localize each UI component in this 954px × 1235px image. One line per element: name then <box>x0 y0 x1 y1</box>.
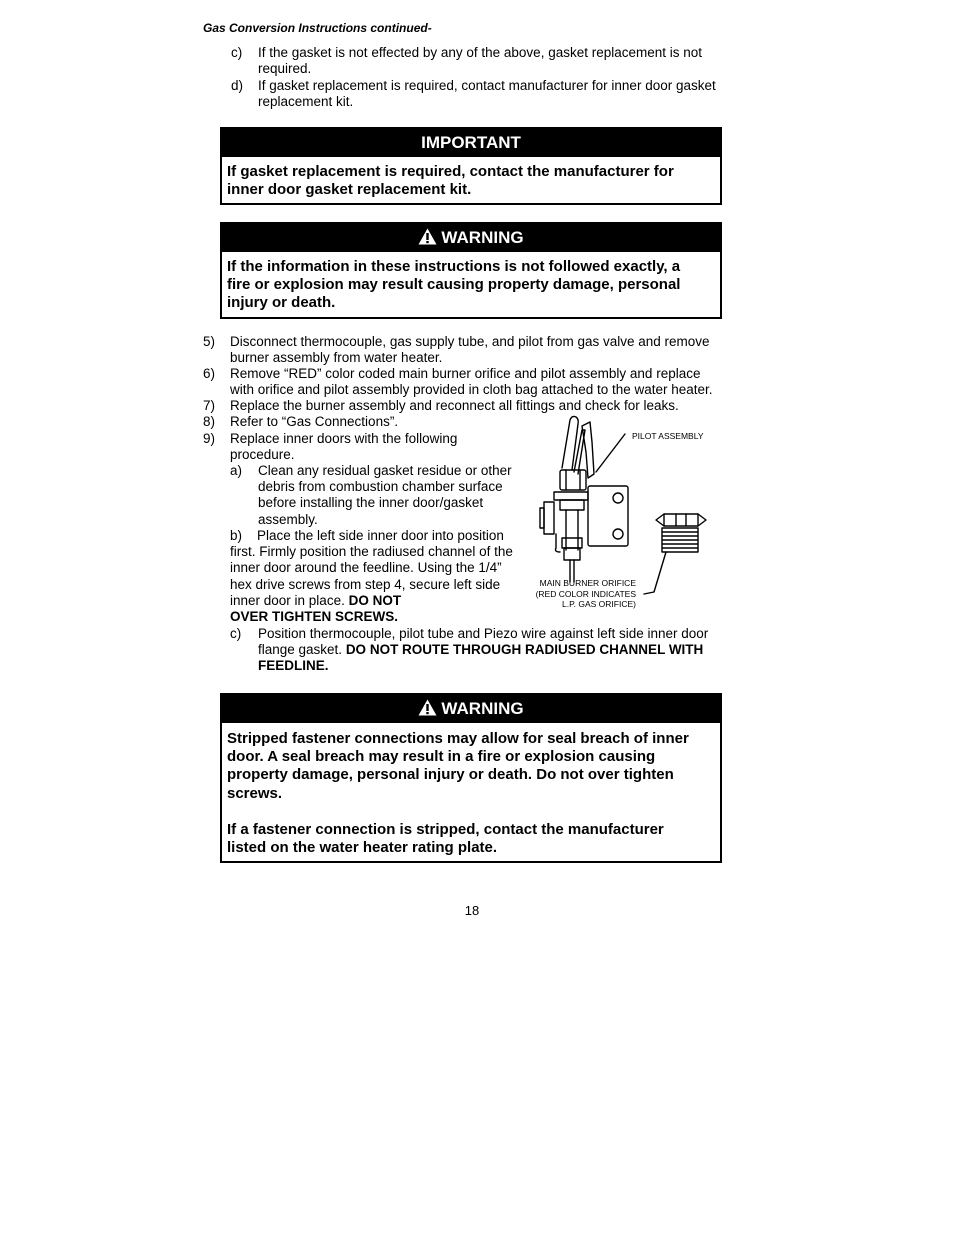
step-text-line: Replace the burner assembly and reconnect all fittings and check for leaks. <box>230 398 679 413</box>
warning-triangle-icon <box>418 228 437 245</box>
warning-line: screws. <box>227 784 283 802</box>
step-label: 8) <box>203 414 216 429</box>
step-6 <box>203 366 763 400</box>
warning-box-1-header <box>222 224 720 252</box>
step-text-line: burner assembly from water heater. <box>230 350 443 366</box>
step-text-line: first. Firmly position the radiused channel of the <box>230 544 513 560</box>
list-text-line: required. <box>258 61 312 77</box>
list-item-c <box>231 45 751 79</box>
step-9a <box>230 463 530 529</box>
pilot-assembly-label: PILOT ASSEMBLY <box>632 431 704 441</box>
warning-line: Stripped fastener connections may allow for seal breach of inner <box>227 730 689 747</box>
step-text-line <box>230 593 540 609</box>
orifice-label-line: MAIN BURNER ORIFICE <box>539 578 636 588</box>
warning-line: property damage, personal injury or death. Do not over tighten <box>227 766 674 784</box>
warning-line: door. A seal breach may result in a fire or explosion causing <box>227 748 656 766</box>
orifice-label-line: L.P. GAS ORIFICE) <box>561 599 636 609</box>
step-emphasis: OVER TIGHTEN SCREWS. <box>230 609 399 625</box>
warning-line: If a fastener connection is stripped, contact the manufacturer <box>227 820 664 838</box>
step-label: c) <box>230 626 242 641</box>
step-5 <box>203 334 763 368</box>
step-text: inner door in place. <box>230 592 349 608</box>
list-text-line: If gasket replacement is required, contact manufacturer for inner door gasket <box>258 78 716 93</box>
step-text-line: procedure. <box>230 447 295 463</box>
paragraph-spacer <box>227 803 714 821</box>
step-text: flange gasket. <box>258 642 346 658</box>
step-9c <box>230 626 750 676</box>
warning-line: listed on the water heater rating plate. <box>227 839 498 857</box>
warning-box-1-body <box>222 252 720 317</box>
step-label: 6) <box>203 366 216 381</box>
step-label: 5) <box>203 334 216 349</box>
list-text-line: replacement kit. <box>258 94 354 110</box>
list-label: d) <box>231 78 244 93</box>
step-text-line: Remove “RED” color coded main burner orifice and pilot assembly and replace <box>230 366 701 381</box>
step-text-line: Disconnect thermocouple, gas supply tube, and pilot from gas valve and remove <box>230 334 710 349</box>
step-label: a) <box>230 463 243 478</box>
step-emphasis: DO NOT <box>348 592 402 608</box>
step-text-line <box>258 642 708 658</box>
step-text-line: Position thermocouple, pilot tube and Piezo wire against left side inner door <box>258 626 709 641</box>
warning-box-1 <box>220 222 722 319</box>
step-9 <box>203 431 503 465</box>
step-text-line: b) Place the left side inner door into position <box>230 528 504 543</box>
step-text-line: Clean any residual gasket residue or other <box>258 463 512 478</box>
step-emphasis: DO NOT ROUTE THROUGH RADIUSED CHANNEL WITH <box>345 642 704 658</box>
step-text-line: with orifice and pilot assembly provided in cloth bag attached to the water heater. <box>230 382 713 398</box>
important-line: inner door gasket replacement kit. <box>227 181 472 199</box>
step-text-line: debris from combustion chamber surface <box>258 479 503 495</box>
step-text-line: Replace inner doors with the following <box>230 431 458 446</box>
step-text-line: assembly. <box>258 511 318 527</box>
page-number: 18 <box>464 903 480 918</box>
list-label: c) <box>231 45 243 60</box>
section-header: Gas Conversion Instructions continued- <box>203 21 432 35</box>
list-item-d <box>231 78 751 112</box>
warning-box-2 <box>220 693 722 863</box>
step-text-line: inner door around the feedline. Using the 1/4” <box>230 560 502 576</box>
step-text-line <box>258 658 708 674</box>
step-text-line: Refer to “Gas Connections”. <box>230 414 399 429</box>
warning-box-2-body <box>222 723 720 861</box>
warning-box-1-title: WARNING <box>441 228 524 247</box>
important-box-title: IMPORTANT <box>222 129 720 157</box>
step-label: 7) <box>203 398 216 413</box>
important-box-body <box>222 157 720 203</box>
list-text-line: If the gasket is not effected by any of the above, gasket replacement is not <box>258 45 703 60</box>
warning-line: If the information in these instructions is not followed exactly, a <box>227 258 681 275</box>
warning-line: injury or death. <box>227 294 336 312</box>
important-line: If gasket replacement is required, contact the manufacturer for <box>227 163 674 180</box>
step-label: 9) <box>203 431 216 446</box>
step-text-line <box>230 609 540 625</box>
important-box <box>220 127 722 205</box>
warning-triangle-icon <box>418 699 437 716</box>
warning-line: fire or explosion may result causing property damage, personal <box>227 276 681 294</box>
pilot-assembly-figure <box>530 412 720 612</box>
step-emphasis: FEEDLINE. <box>258 658 329 674</box>
warning-box-2-header <box>222 695 720 723</box>
step-text-line: before installing the inner door/gasket <box>258 495 484 511</box>
warning-box-2-title: WARNING <box>441 699 524 718</box>
orifice-label <box>530 578 636 610</box>
orifice-label-line: (RED COLOR INDICATES <box>535 588 636 599</box>
step-9b <box>230 528 540 626</box>
step-text-line: hex drive screws from step 4, secure left side <box>230 576 501 592</box>
